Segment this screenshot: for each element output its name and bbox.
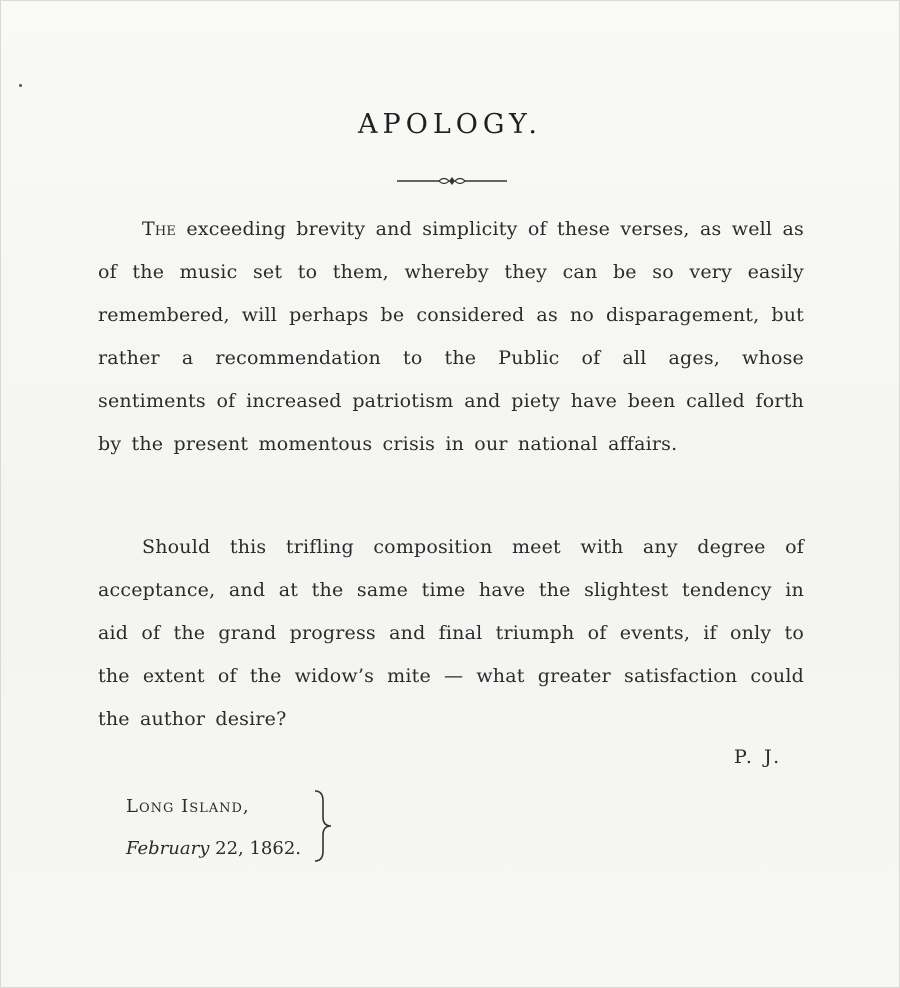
paragraph-one <box>98 208 804 466</box>
paragraph-two-text: Should this trifling composition meet with any degree of acceptance, and at the same time have the slightest tendency in aid of the grand progress and final triumph of events, if only to the extent of the widow’s mite — what greater satisfaction could the author desire? <box>98 536 804 730</box>
paragraph-one-text: exceeding brevity and simplicity of these verses, as well as of the music set to them, whereby they can be so very easily remembered, will perhaps be considered as no disparagement, but rather a recommendation to the Public of all ages, whose sentiments of increased patriotism and piety have been called forth by the present momentous crisis in our national affairs. <box>98 218 804 455</box>
dateline-month: February <box>126 838 210 859</box>
paragraph-two <box>98 526 804 741</box>
dateline-date <box>126 828 301 870</box>
dateline-place: Long Island, <box>126 796 250 817</box>
ink-speck <box>19 84 22 87</box>
author-initials: P. J. <box>734 746 783 768</box>
title-ornament-rule <box>397 173 507 189</box>
page-title: APOLOGY. <box>358 109 542 140</box>
paragraph-one-lead-word: The <box>142 218 177 240</box>
right-curly-brace <box>307 789 337 863</box>
dateline <box>126 786 301 870</box>
dateline-day-year: 22, 1862. <box>209 838 301 859</box>
